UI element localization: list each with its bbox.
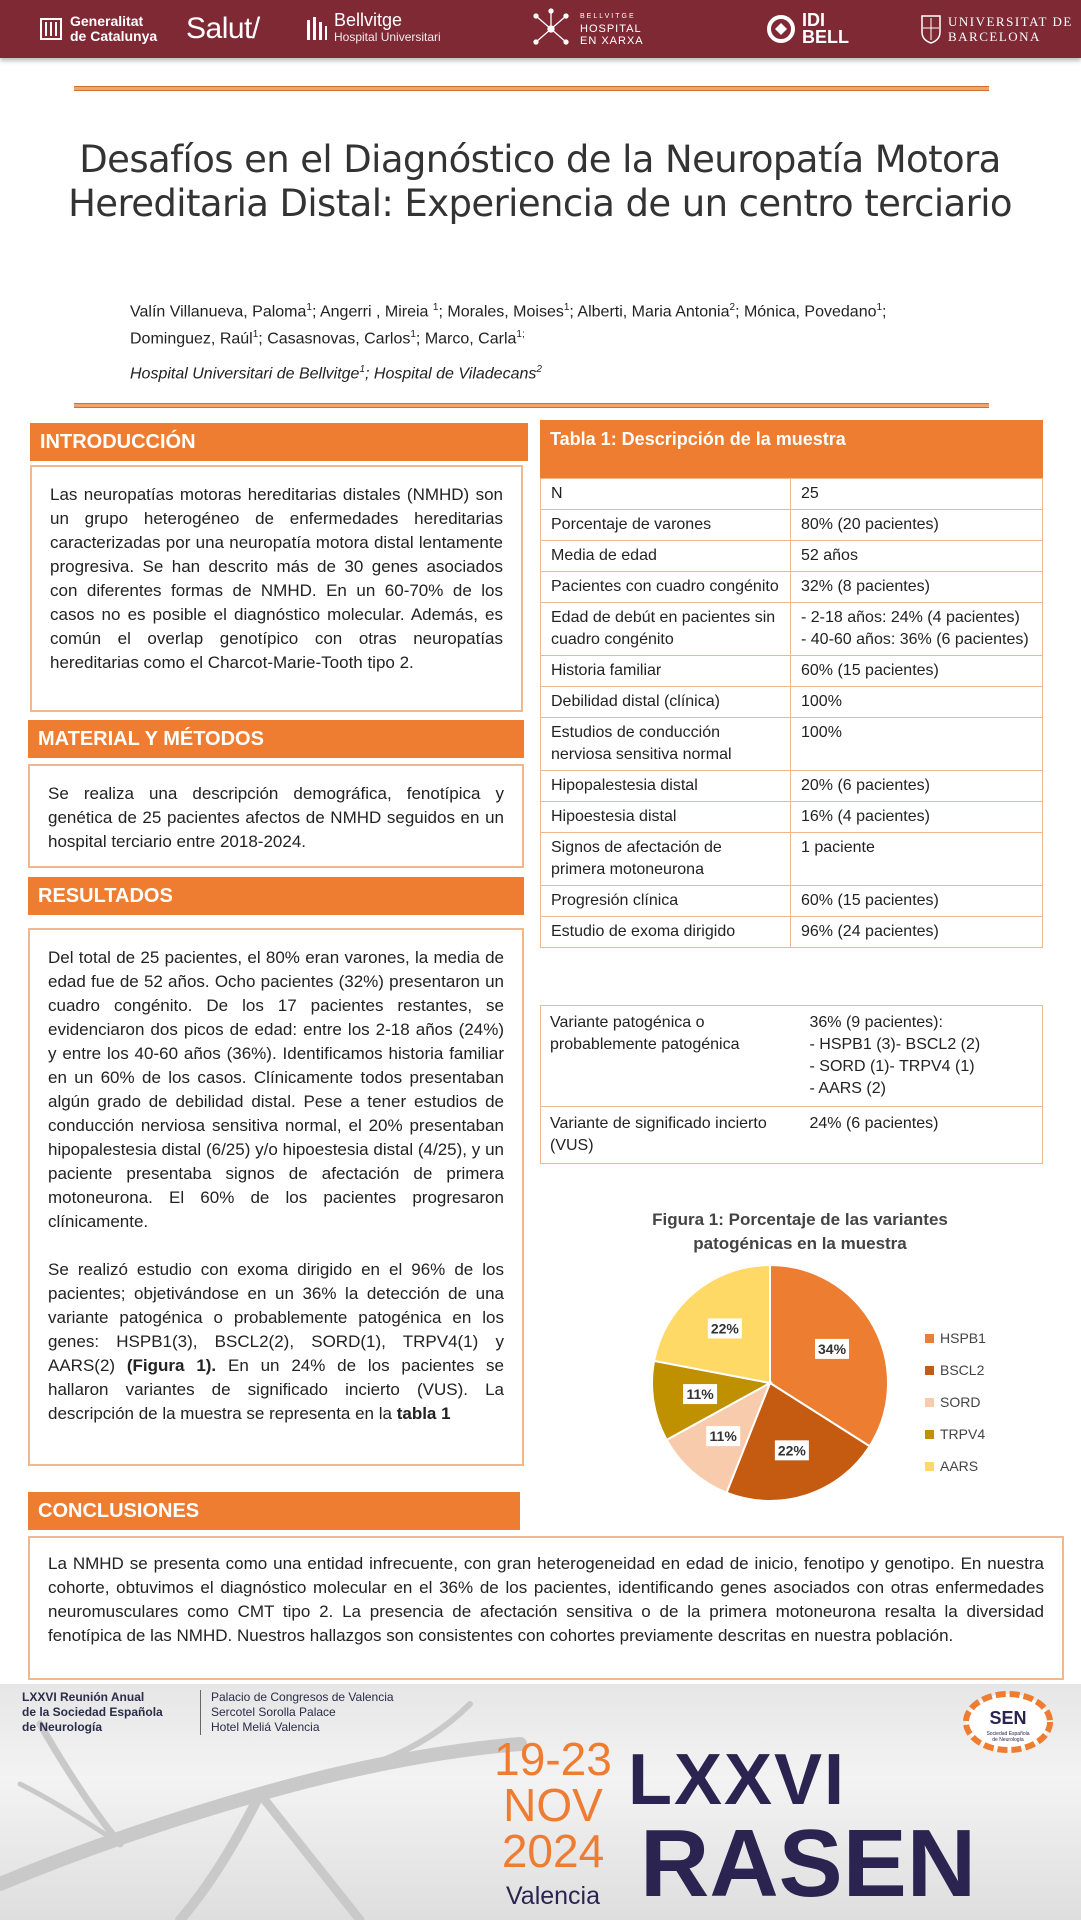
table-value-cell: 20% (6 pacientes) (791, 771, 1043, 802)
table-label-cell: Estudios de conducción nerviosa sensitiva normal (541, 718, 791, 771)
table-ref: tabla 1 (396, 1404, 451, 1423)
hospital-xarxa-logo (530, 0, 644, 58)
bellvitge-line2: Hospital Universitari (334, 30, 441, 44)
figure1-pie-chart (650, 1263, 890, 1503)
legend-item (925, 1354, 986, 1386)
table-label-cell: Variante de significado incierto (VUS) (541, 1107, 801, 1164)
table-label-cell: Progresión clínica (541, 886, 791, 917)
legend-item (925, 1418, 986, 1450)
poster-title (60, 138, 1020, 226)
table1-title: Tabla 1: Descripción de la muestra (540, 420, 1043, 478)
results-paragraph-1: Del total de 25 pacientes, el 80% eran varones, la media de edad fue de 52 años. Ocho pacientes (32%) presentaron un cuadro congénito. De los 17 pacientes restantes, se evidenciaron dos picos de edad: entre los 2-18 años (24%) y entre los 40-60 años (36%). Identificamos historia familiar en un 60% de los casos. Clínicamente todos presentaban algún grado de debilidad distal. Pese a tener estudios de conducción nerviosa sensitiva normal, el 20% presentaban hipopalestesia distal (6/25) y/o hipoestesia distal (4/25), y un paciente presentaba signos de afectación de primera motoneurona. El 60% de los pacientes progresaron clínicamente. (48, 948, 504, 1231)
results-box (28, 928, 524, 1466)
table-row (541, 603, 1043, 656)
conclusions-heading: CONCLUSIONES (28, 1492, 520, 1530)
methods-heading: MATERIAL Y MÉTODOS (28, 720, 524, 758)
table-row (541, 1107, 1043, 1164)
idibell-logo (766, 0, 849, 58)
table-label-cell: Debilidad distal (clínica) (541, 687, 791, 718)
ub-line1: UNIVERSITAT DE (948, 14, 1073, 29)
legend-swatch (925, 1462, 934, 1471)
table-row (541, 802, 1043, 833)
venue-list: Palacio de Congresos de Valencia Sercotel Sorolla Palace Hotel Meliá Valencia (200, 1690, 394, 1735)
legend-swatch (925, 1430, 934, 1439)
network-icon (530, 8, 572, 50)
congress-edition: LXXVI (628, 1740, 847, 1820)
table-row (541, 886, 1043, 917)
methods-text: Se realiza una descripción demográfica, fenotípica y genética de 25 pacientes afectos de NMHD seguidos en un hospital terciario entre 2018-2024. (48, 784, 504, 851)
idibell-icon (766, 14, 796, 44)
table1 (540, 478, 1043, 948)
legend-label: AARS (940, 1458, 979, 1474)
table-label-cell: Variante patogénica o probablemente patogénica (541, 1006, 801, 1107)
legend-swatch (925, 1334, 934, 1343)
congress-name: RASEN (640, 1810, 977, 1917)
legend-swatch (925, 1398, 934, 1407)
table-row (541, 833, 1043, 886)
figure1-title: Figura 1: Porcentaje de las variantes patogénicas en la muestra (652, 1210, 948, 1253)
ub-line2: BARCELONA (948, 29, 1041, 44)
intro-text: Las neuropatías motoras hereditarias distales (NMHD) son un grupo heterogéneo de enfermedades hereditarias caracterizadas por una neuropatía motora distal lentamente progresiva. Se han descrito más de 30 genes asociados con diferentes formas de NMHD. En un 60-70% de los casos no es posible el diagnóstico molecular. Además, es común el overlap genotípico con otras neuropatías hereditarias como el Charcot-Marie-Tooth tipo 2. (50, 485, 503, 672)
intro-heading: INTRODUCCIÓN (30, 423, 528, 461)
table-value-cell: 36% (9 pacientes): - HSPB1 (3)- BSCL2 (2) - SORD (1)- TRPV4 (1) - AARS (2) (801, 1006, 1043, 1107)
congress-dates: 19-23 NOV 2024 (494, 1733, 612, 1877)
sen-sub-2: de Neurología (992, 1737, 1024, 1743)
sen-sub-1: Sociedad Española (986, 1731, 1030, 1737)
pie-data-label: 22% (710, 1320, 739, 1337)
sen-logo (960, 1688, 1056, 1763)
table-label-cell: N (541, 479, 791, 510)
salut-logo: Salut/ (186, 12, 260, 45)
methods-box (28, 764, 524, 868)
legend-label: TRPV4 (940, 1426, 986, 1442)
xarxa-line1: BELLVITGE (580, 13, 636, 20)
figure-ref: (Figura 1). (126, 1356, 217, 1375)
table-row (541, 479, 1043, 510)
pie-data-label: 34% (818, 1340, 847, 1357)
congress-city: Valencia (505, 1882, 601, 1910)
table-value-cell: 60% (15 pacientes) (791, 886, 1043, 917)
title-divider (74, 403, 989, 408)
legend-item (925, 1450, 986, 1482)
affiliations: Hospital Universitari de Bellvitge$^1$; Hospital de Viladecans$^2$ (130, 364, 542, 383)
table-label-cell: Porcentaje de varones (541, 510, 791, 541)
table-value-cell: 80% (20 pacientes) (791, 510, 1043, 541)
table-value-cell: 100% (791, 718, 1043, 771)
legend-label: HSPB1 (940, 1330, 986, 1346)
ub-shield-icon (920, 14, 942, 44)
table-value-cell: 25 (791, 479, 1043, 510)
table1-variants (540, 1005, 1043, 1164)
table-value-cell: 24% (6 pacientes) (801, 1107, 1043, 1164)
table-row (541, 917, 1043, 948)
header-bar (0, 0, 1081, 58)
generalitat-logo (40, 0, 157, 58)
table-row (541, 541, 1043, 572)
pie-data-label: 11% (709, 1428, 737, 1445)
xarxa-line3: EN XARXA (580, 35, 644, 47)
table-value-cell: 100% (791, 687, 1043, 718)
table-row (541, 572, 1043, 603)
conclusions-box (28, 1536, 1064, 1680)
table-value-cell: 96% (24 pacientes) (791, 917, 1043, 948)
table-row (541, 656, 1043, 687)
table-row (541, 1006, 1043, 1107)
bellvitge-logo (306, 0, 441, 58)
legend-label: SORD (940, 1394, 981, 1410)
table-value-cell: 60% (15 pacientes) (791, 656, 1043, 687)
pie-data-label: 11% (686, 1386, 714, 1403)
table-value-cell: 52 años (791, 541, 1043, 572)
generalitat-line2: de Catalunya (70, 28, 158, 44)
legend-item (925, 1386, 986, 1418)
generalitat-icon (40, 18, 62, 40)
sen-brain-icon (960, 1688, 1056, 1758)
congress-footer (0, 1684, 1081, 1920)
table-label-cell: Hipoestesia distal (541, 802, 791, 833)
table-label-cell: Media de edad (541, 541, 791, 572)
legend-swatch (925, 1366, 934, 1375)
table-label-cell: Estudio de exoma dirigido (541, 917, 791, 948)
figure1-legend (925, 1322, 986, 1482)
idibell-line1: IDI (802, 10, 826, 30)
generalitat-line1: Generalitat (70, 13, 144, 29)
table-value-cell: - 2-18 años: 24% (4 pacientes) - 40-60 años: 36% (6 pacientes) (791, 603, 1043, 656)
results-paragraph-2: Se realizó estudio con exoma dirigido en el 96% de los pacientes; objetivándose en un 36% la detección de una variante patogénica o probablemente patogénica en los genes: HSPB1(3), BSCL2(2), SORD(1), TRPV4(1) y AARS(2) (Figura 1). En un 24% de los pacientes se hallaron variantes de significado incierto (VUS). La descripción de la muestra se representa en la tabla 1 (48, 1260, 504, 1423)
table-label-cell: Hipopalestesia distal (541, 771, 791, 802)
ub-logo (920, 0, 1073, 58)
top-divider (74, 86, 989, 91)
pie-data-label: 22% (777, 1442, 806, 1459)
results-heading: RESULTADOS (28, 877, 524, 915)
table-value-cell: 32% (8 pacientes) (791, 572, 1043, 603)
title-line2: Hereditaria Distal: Experiencia de un centro terciario (68, 182, 1012, 225)
legend-label: BSCL2 (940, 1362, 985, 1378)
intro-box (30, 465, 523, 712)
title-line1: Desafíos en el Diagnóstico de la Neuropatía Motora (79, 138, 1001, 181)
table-value-cell: 16% (4 pacientes) (791, 802, 1043, 833)
table-row (541, 687, 1043, 718)
idibell-line2: BELL (802, 27, 849, 47)
society-name: LXXVI Reunión Anual de la Sociedad Española de Neurología (22, 1690, 163, 1734)
table-row (541, 718, 1043, 771)
table-value-cell: 1 paciente (791, 833, 1043, 886)
table-label-cell: Signos de afectación de primera motoneurona (541, 833, 791, 886)
author-list: Valín Villanueva, Paloma$^1$; Angerri , Mireia $^1$; Morales, Moises$^1$; Alberti, Maria Antonia$^2$; Mónica, Povedano$^1$; Dominguez, Raúl$^1$; Casasnovas, Carlos$^1$; Marco, Carla$^{1;}$ (130, 302, 887, 348)
xarxa-line2: HOSPITAL (580, 23, 642, 35)
table-label-cell: Historia familiar (541, 656, 791, 687)
table-label-cell: Edad de debút en pacientes sin cuadro congénito (541, 603, 791, 656)
bellvitge-icon (306, 16, 328, 42)
sen-text: SEN (989, 1708, 1027, 1728)
conclusions-text: La NMHD se presenta como una entidad infrecuente, con gran heterogeneidad en edad de inicio, fenotipo y genotipo. En nuestra cohorte, obtuvimos el diagnóstico molecular en el 36% de los pacientes, identificando genes asociados con otras enfermedades neuromusculares como CMT tipo 2. La presencia de afectación sensitiva o de la primera motoneurona resalta la diversidad fenotípica de las NMHD. Nuestros hallazgos son consistentes con cohortes previamente descritas en nuestra población. (48, 1554, 1044, 1645)
table-row (541, 510, 1043, 541)
legend-item (925, 1322, 986, 1354)
bellvitge-line1: Bellvitge (334, 10, 403, 30)
table-row (541, 771, 1043, 802)
table-label-cell: Pacientes con cuadro congénito (541, 572, 791, 603)
